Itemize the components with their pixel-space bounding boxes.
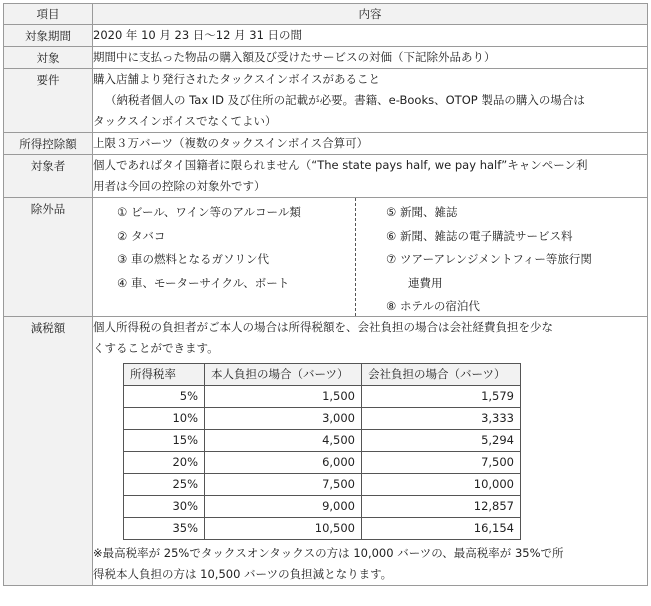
content-requirement [93,69,648,133]
col-header-self: 本人負担の場合（バーツ） [205,364,362,386]
eligible-line: 用者は今回の控除の対象外です） [93,179,266,193]
requirement-line: （納税者個人の Tax ID 及び住所の記載が必要。書籍、e-Books、OTOP 製品の購入の場合は [105,93,585,107]
row-reduction [4,317,648,586]
rate-cell: 20% [124,452,205,474]
company-cell: 12,857 [362,496,521,518]
table-row [124,408,521,430]
col-header-rate: 所得税率 [124,364,205,386]
row-eligible [4,155,648,198]
company-cell: 7,500 [362,452,521,474]
exclusion-item: ⑧ ホテルの宿泊代 [386,299,480,313]
eligible-line: 個人であればタイ国籍者に限られません（“The state pays half, we pay half”キャンペーン利 [93,158,588,172]
table-row [124,496,521,518]
rate-cell: 25% [124,474,205,496]
note-line: 得税本人負担の方は 10,500 バーツの負担減となります。 [93,567,393,581]
company-cell: 3,333 [362,408,521,430]
reduction-line: くすることができます。 [93,341,219,355]
label-reduction: 減税額 [4,317,93,586]
label-requirement: 要件 [4,69,93,133]
rate-cell: 30% [124,496,205,518]
reduction-table [123,363,521,540]
exclusion-item: ① ビール、ワイン等のアルコール類 [117,205,301,219]
company-cell: 5,294 [362,430,521,452]
header-content: 内容 [93,4,648,25]
content-eligible [93,155,648,198]
reduction-header-row [124,364,521,386]
col-header-company: 会社負担の場合（バーツ） [362,364,521,386]
self-cell: 9,000 [205,496,362,518]
header-row [4,4,648,25]
self-cell: 4,500 [205,430,362,452]
exclusion-item-continued: 連費用 [408,275,443,290]
label-target: 対象 [4,47,93,69]
exclusion-item: ⑦ ツアーアレンジメントフィー等旅行関 [386,252,592,266]
content-reduction [93,317,648,586]
exclusions-left [93,198,356,316]
exclusions-right [356,198,647,316]
self-cell: 6,000 [205,452,362,474]
exclusion-item: ⑥ 新聞、雑誌の電子購読サービス料 [386,228,573,243]
label-eligible: 対象者 [4,155,93,198]
row-period [4,25,648,47]
row-exclusions [4,198,648,317]
label-period: 対象期間 [4,25,93,47]
exclusion-item: ③ 車の燃料となるガソリン代 [117,252,269,266]
table-row [124,452,521,474]
info-table [3,3,648,586]
company-cell: 16,154 [362,518,521,540]
rate-cell: 5% [124,386,205,408]
reduction-line: 個人所得税の負担者がご本人の場合は所得税額を、会社負担の場合は会社経費負担を少な [93,320,553,334]
rate-cell: 35% [124,518,205,540]
exclusion-item: ④ 車、モーターサイクル、ボート [117,275,290,290]
table-row [124,430,521,452]
row-requirement [4,69,648,133]
rate-cell: 15% [124,430,205,452]
content-target: 期間中に支払った物品の購入額及び受けたサービスの対価（下記除外品あり） [93,47,648,69]
table-row [124,386,521,408]
row-deduction [4,133,648,155]
requirement-line: タックスインボイスでなくてよい） [93,114,277,128]
note-line: ※最高税率が 25%でタックスオンタックスの方は 10,000 バーツの、最高税率が 35%で所 [93,546,564,560]
self-cell: 10,500 [205,518,362,540]
self-cell: 1,500 [205,386,362,408]
rate-cell: 10% [124,408,205,430]
header-item: 項目 [4,4,93,25]
table-row [124,518,521,540]
content-exclusions [93,198,648,317]
content-period: 2020 年 10 月 23 日～12 月 31 日の間 [93,25,648,47]
exclusions-columns [93,198,647,316]
company-cell: 1,579 [362,386,521,408]
label-exclusions: 除外品 [4,198,93,317]
table-row [124,474,521,496]
row-target [4,47,648,69]
label-deduction: 所得控除額 [4,133,93,155]
self-cell: 3,000 [205,408,362,430]
content-deduction: 上限３万バーツ（複数のタックスインボイス合算可） [93,133,648,155]
requirement-line: 購入店舗より発行されたタックスインボイスがあること [93,72,381,86]
self-cell: 7,500 [205,474,362,496]
exclusion-item: ⑤ 新聞、雑誌 [386,205,458,219]
exclusion-item: ② タバコ [117,228,166,243]
company-cell: 10,000 [362,474,521,496]
